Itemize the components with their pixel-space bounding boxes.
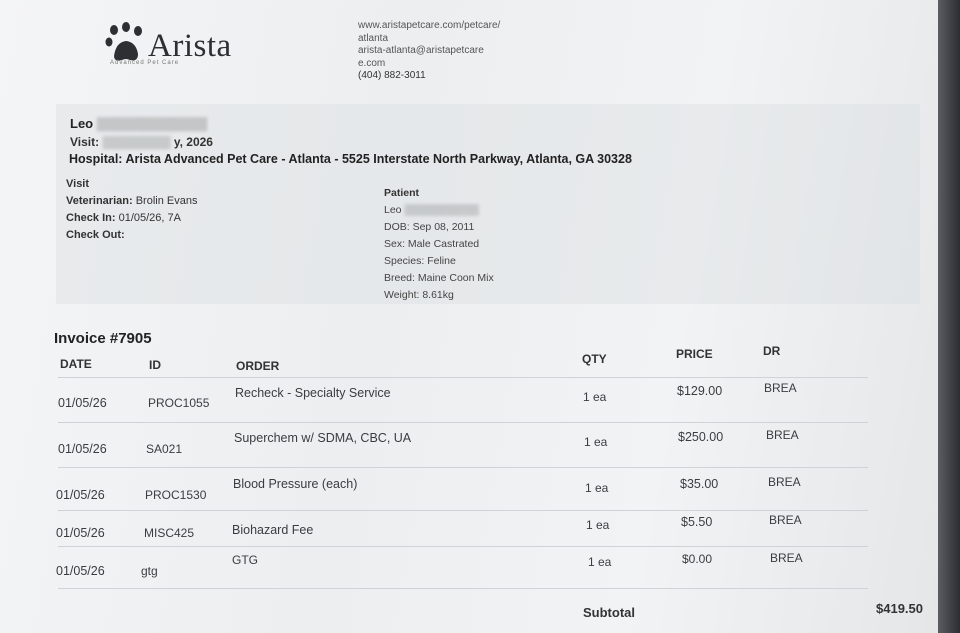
row-order: Blood Pressure (each) bbox=[233, 477, 358, 491]
city-text: atlanta bbox=[358, 32, 389, 44]
checkin-value: 01/05/26, 7A bbox=[118, 212, 181, 224]
col-header-price: PRICE bbox=[676, 347, 713, 361]
col-header-date: DATE bbox=[60, 357, 92, 371]
vet-label: Veterinarian: bbox=[66, 195, 133, 207]
patient-sex: Sex: Male Castrated bbox=[384, 238, 480, 250]
row-price: $5.50 bbox=[681, 515, 713, 529]
phone-number: (404) 882-3011 bbox=[358, 70, 426, 81]
row-order: Biohazard Fee bbox=[232, 523, 314, 537]
invoice-title: Invoice #7905 bbox=[54, 330, 152, 347]
row-date: 01/05/26 bbox=[56, 488, 105, 502]
row-divider bbox=[58, 510, 868, 511]
row-qty: 1 ea bbox=[584, 435, 608, 449]
row-divider bbox=[58, 422, 868, 423]
row-dr: BREA bbox=[769, 513, 802, 527]
visit-heading: Visit bbox=[66, 178, 90, 190]
row-order: Recheck - Specialty Service bbox=[235, 386, 391, 400]
subtotal-label: Subtotal bbox=[583, 605, 635, 620]
row-id: PROC1530 bbox=[145, 488, 207, 502]
patient-info bbox=[384, 185, 494, 304]
patient-heading: Patient bbox=[384, 187, 420, 199]
vet-name: Brolin Evans bbox=[135, 195, 198, 207]
patient-dob: DOB: Sep 08, 2011 bbox=[384, 221, 475, 233]
checkout-label: Check Out: bbox=[66, 229, 125, 241]
visit-header-date: y, 2026 bbox=[173, 135, 213, 149]
hospital-line: Hospital: Arista Advanced Pet Care - Atlanta - 5525 Interstate North Parkway, Atlanta, GA 30328 bbox=[69, 152, 632, 166]
patient-name: Leo bbox=[384, 204, 402, 216]
row-price: $35.00 bbox=[680, 477, 719, 491]
row-date: 01/05/26 bbox=[56, 564, 105, 578]
row-id: SA021 bbox=[146, 442, 183, 456]
row-dr: BREA bbox=[766, 428, 799, 442]
contact-block bbox=[358, 20, 500, 83]
brand-name: Arista bbox=[148, 28, 232, 64]
checkin-label: Check In: bbox=[66, 212, 116, 224]
row-qty: 1 ea bbox=[588, 555, 612, 569]
patient-header-line bbox=[70, 116, 207, 131]
patient-weight: Weight: 8.61kg bbox=[384, 289, 454, 301]
row-price: $0.00 bbox=[682, 552, 713, 566]
patient-breed: Breed: Maine Coon Mix bbox=[384, 272, 494, 284]
redacted-text: ▒▒▒▒▒▒▒▒▒▒▒▒ bbox=[96, 116, 208, 131]
row-price: $250.00 bbox=[678, 430, 724, 444]
row-qty: 1 ea bbox=[583, 390, 607, 404]
header-divider bbox=[58, 377, 868, 378]
row-date: 01/05/26 bbox=[56, 526, 105, 540]
row-qty: 1 ea bbox=[586, 518, 610, 532]
row-id: gtg bbox=[141, 564, 158, 578]
col-header-id: ID bbox=[149, 358, 161, 372]
patient-header-name: Leo bbox=[70, 116, 94, 131]
email-link[interactable]: arista-atlanta@aristapetcare bbox=[358, 45, 484, 56]
row-order: Superchem w/ SDMA, CBC, UA bbox=[234, 431, 412, 445]
row-dr: BREA bbox=[768, 475, 801, 489]
row-price: $129.00 bbox=[677, 384, 723, 398]
row-divider bbox=[58, 546, 868, 547]
redacted-text: ▒▒▒▒▒▒▒▒ bbox=[102, 135, 171, 149]
row-qty: 1 ea bbox=[585, 481, 609, 495]
col-header-dr: DR bbox=[763, 344, 781, 358]
redacted-text: ▒▒▒▒▒▒▒▒▒▒ bbox=[404, 204, 479, 216]
row-divider bbox=[58, 588, 868, 589]
patient-species: Species: Feline bbox=[384, 255, 456, 267]
visit-info bbox=[66, 176, 197, 244]
row-divider bbox=[58, 467, 868, 468]
col-header-order: ORDER bbox=[236, 359, 280, 373]
col-header-qty: QTY bbox=[582, 352, 607, 366]
visit-header-label: Visit: bbox=[70, 135, 100, 149]
website-link[interactable]: www.aristapetcare.com/petcare/ bbox=[358, 20, 501, 31]
row-dr: BREA bbox=[764, 381, 797, 395]
visit-header-line bbox=[70, 135, 213, 149]
brand-tagline: Advanced Pet Care bbox=[110, 60, 180, 66]
table-edge bbox=[938, 0, 960, 633]
subtotal-value: $419.50 bbox=[876, 601, 923, 616]
row-date: 01/05/26 bbox=[58, 442, 107, 456]
row-date: 01/05/26 bbox=[58, 396, 107, 410]
row-id: PROC1055 bbox=[148, 396, 210, 410]
row-order: GTG bbox=[232, 553, 258, 567]
email-link-cont[interactable]: e.com bbox=[358, 57, 386, 69]
row-id: MISC425 bbox=[144, 526, 195, 540]
row-dr: BREA bbox=[770, 551, 803, 565]
